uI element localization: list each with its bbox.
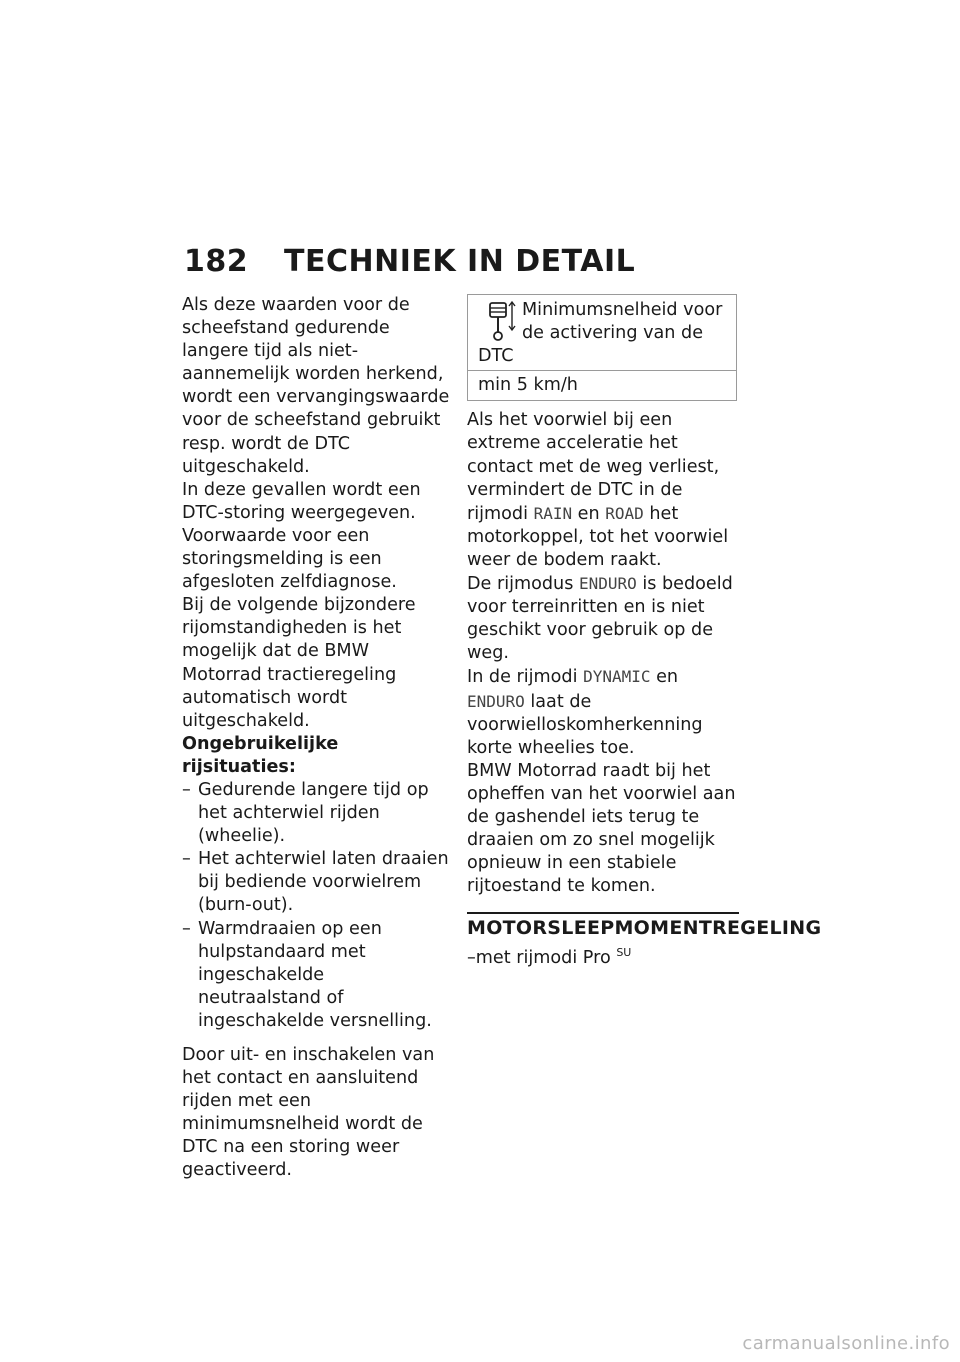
text-run: Als het voorwiel bij een extreme acceleratie het contact met de weg verliest, vermindert de DTC in de rijmodi	[467, 410, 720, 524]
paragraph	[467, 572, 739, 665]
variant-superscript: SU	[616, 946, 632, 960]
list-item-text: Gedurende langere tijd op het achterwiel rijden (wheelie).	[198, 779, 429, 847]
text-run: De rijmodus	[467, 574, 579, 595]
piston-icon	[478, 299, 518, 345]
right-column	[467, 294, 822, 970]
page-header	[184, 244, 635, 279]
text-run: is bedoeld voor terreinritten en is niet geschikt voor gebruik op de weg.	[467, 574, 733, 664]
situations-list	[182, 779, 452, 1033]
paragraph: Als deze waarden voor de scheefstand gedurende langere tijd als niet-aannemelijk worden herkend, wordt een vervangingswaarde voor de scheefstand gebruikt resp. wordt de DTC uitgeschakeld.	[182, 295, 450, 477]
left-column	[182, 294, 452, 1183]
page-number: 182	[184, 244, 249, 279]
spec-label-row	[468, 295, 736, 370]
text-run: het motorkoppel, tot het voorwiel weer de bodem raakt.	[467, 503, 729, 570]
text-run: en	[650, 667, 679, 688]
mode-dynamic: DYNAMIC	[583, 667, 651, 687]
spacer	[182, 1033, 452, 1044]
variant-note	[467, 941, 739, 970]
spec-value: min 5 km/h	[468, 370, 736, 400]
list-item-text: Warmdraaien op een hulpstandaard met ingeschakelde neutraalstand of ingeschakelde versnelling.	[198, 918, 432, 1031]
text-run: en	[572, 503, 606, 524]
paragraph: In deze gevallen wordt een DTC-storing weergegeven. Voorwaarde voor een storingsmelding is een afgesloten zelfdiagnose.	[182, 479, 421, 593]
section-motorsleepmomentregeling	[467, 912, 822, 941]
dash-bullet: –	[467, 948, 476, 969]
list-item	[182, 779, 452, 848]
paragraph	[467, 665, 739, 759]
paragraph: Bij de volgende bijzondere rijomstandigheden is het mogelijk dat de BMW Motorrad tractieregeling automatisch wordt uitgeschakeld.	[182, 595, 416, 731]
mode-enduro: ENDURO	[578, 574, 637, 594]
situations-heading: Ongebruikelijke rijsituaties:	[182, 733, 339, 777]
dash-bullet: –	[182, 779, 191, 800]
spec-label: Minimumsnelheid voor de activering van de DTC	[478, 300, 723, 367]
watermark: carmanualsonline.info	[742, 1333, 950, 1354]
spec-box	[467, 294, 737, 401]
variant-text: met rijmodi Pro	[475, 948, 611, 969]
list-item	[182, 918, 452, 1033]
mode-rain: RAIN	[533, 503, 573, 523]
chapter-title: TECHNIEK IN DETAIL	[284, 244, 636, 279]
paragraph: BMW Motorrad raadt bij het opheffen van het voorwiel aan de gashendel iets terug te draaien om zo snel mogelijk opnieuw in een stabiele rijtoestand te komen.	[467, 760, 736, 897]
dash-bullet: –	[182, 918, 191, 939]
dash-bullet: –	[182, 849, 191, 870]
text-run: In de rijmodi	[467, 667, 584, 688]
mode-enduro: ENDURO	[467, 691, 525, 711]
mode-road: ROAD	[605, 503, 644, 523]
list-item	[182, 848, 452, 917]
paragraph: Door uit- en inschakelen van het contact en aansluitend rijden met een minimumsnelheid wordt de DTC na een storing weer geactiveerd.	[182, 1045, 435, 1181]
list-item-text: Het achterwiel laten draaien bij bediende voorwielrem (burn-out).	[198, 849, 449, 916]
section-title: MOTORSLEEPMOMENTREGELING	[467, 917, 822, 940]
paragraph	[467, 409, 739, 572]
text-run: laat de voorwielloskomherkenning korte wheelies toe.	[467, 691, 703, 758]
